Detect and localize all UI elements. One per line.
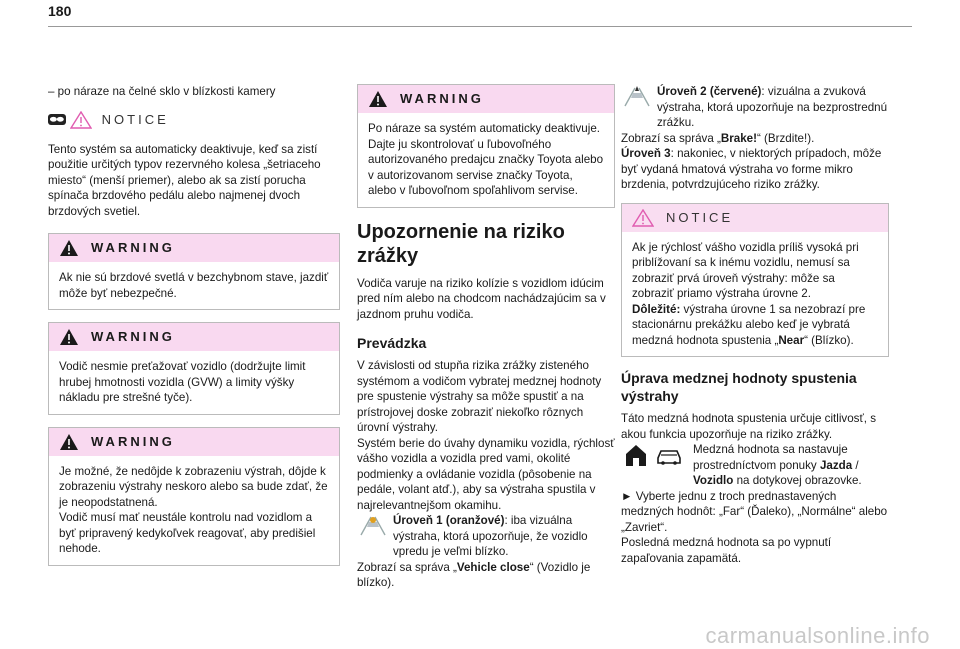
notice-text: Ak je rýchlosť vášho vozidla príliš vysoká pri priblížovaní sa k inému vozidlu, nemusí sa zobraziť prvá úroveň výstrahy: môže sa zobraziť priamo výstraha úrovne 2. [632, 240, 859, 300]
warning-title: WARNING [91, 329, 175, 345]
menu-jazda: Jazda [819, 458, 853, 472]
threshold-bullet: ► Vyberte jednu z troch prednastavených medzných hodnôt: „Far“ (Ďaleko), „Normálne“ alebo „Zavriet“. [621, 489, 888, 534]
level2-text [657, 84, 889, 131]
notice-important [632, 302, 878, 349]
menu-vozidlo: Vozidlo [693, 474, 734, 487]
warning-text: Ak nie sú brzdové svetlá v bezchybnom stave, jazdiť môže byť nebezpečné. [59, 271, 329, 300]
level3-label: Úroveň 3 [621, 147, 671, 160]
threshold-paragraph-1: Táto medzná hodnota spustenia určuje citlivosť, s akou funkcia upozorňuje na riziko zrážky. [621, 412, 877, 441]
subheading-operation: Prevádzka [357, 335, 427, 351]
notice-header-1 [48, 106, 340, 134]
warning-triangle-icon [59, 433, 79, 451]
section-intro: Vodiča varuje na riziko kolízie s vozidlom idúcim pred ním alebo na chodcom nachádzajúcim sa v jazdnom pruhu vodiča. [357, 276, 606, 321]
warning-box-3 [48, 427, 340, 566]
notice-title: NOTICE [101, 111, 169, 127]
level2-message-suffix: “ (Brzdite!). [756, 131, 815, 145]
column-3 [621, 84, 889, 566]
level1-row [357, 513, 615, 560]
menu-icons [621, 442, 693, 473]
important-bold: Near [778, 333, 805, 347]
column-1 [48, 84, 340, 578]
level2-description: : vizuálna a zvuková výstraha, ktorá upozorňuje na bezprostrednú zrážku. [657, 85, 888, 129]
warning-triangle-icon [59, 328, 79, 346]
level1-label: Úroveň 1 (oranžové) [393, 514, 505, 527]
subheading-threshold: Úprava medznej hodnoty spustenia výstrahy [621, 370, 857, 404]
level2-label: Úroveň 2 (červené) [657, 85, 762, 98]
warning-text: Vodič musí mať neustále kontrolu nad vozidlom a byť pripravený kedykoľvek reagovať, aby predišiel nehode. [59, 511, 316, 555]
warning-box-4 [357, 84, 615, 208]
header-divider [48, 26, 912, 27]
watermark: carmanualsonline.info [705, 622, 930, 648]
level1-message-suffix: “ (Vozidlo je blízko). [357, 560, 591, 589]
notice-box [621, 203, 889, 358]
para2-prefix: Medzná hodnota sa nastavuje prostredníctvom ponuky [693, 443, 848, 472]
warning-text: Vodič nesmie preťažovať vozidlo (dodržujte limit hrubej hmotnosti vozidla (GVW) a limity výšky nákladu pre strešné tyče). [59, 360, 306, 404]
para2-separator: / [852, 458, 859, 472]
warning-header [49, 323, 339, 351]
threshold-paragraph-3: Posledná medzná hodnota sa po vypnutí zapaľovania zapamätá. [621, 536, 832, 565]
level1-message [357, 560, 615, 591]
caution-triangle-icon [70, 111, 92, 129]
operation-paragraph-1: V závislosti od stupňa rizika zrážky zisteného systémom a vodičom vybratej medznej hodnoty pre spustenie výstrahy sa môže spustiť a na prístrojovej doske zobraziť niekoľko rôznych úrovní výstrahy. [357, 359, 602, 434]
important-label: Dôležité: [632, 302, 681, 316]
notice-text: Tento systém sa automaticky deaktivuje, keď sa zistí použitie určitých typov rezervného kolesa „šetriaceho miesto“ (menší priemer), alebo ak sa zistí porucha spínača brzdového pedálu alebo najmenej dvoch brzdových svetiel. [48, 142, 321, 218]
warning-header [49, 234, 339, 262]
caution-triangle-icon [632, 209, 654, 227]
toyota-safety-logo-icon: ⬬⬬ [50, 115, 64, 124]
warning-triangle-icon [368, 90, 388, 108]
important-text: výstraha úrovne 1 sa nezobrazí pre stacionárnu prekážku alebo keď je vybratá medzná hodnota spustenia „ [632, 302, 866, 347]
home-icon [621, 442, 651, 468]
page-number: 180 [48, 3, 72, 19]
warning-header [49, 428, 339, 456]
column-2 [357, 84, 615, 591]
warning-text: Po náraze sa systém automaticky deaktivuje. Dajte ju skontrolovať u ľubovoľného autorizovaného predajcu značky Toyota alebo v autorizovanom servise značky Toyota, alebo v ľubovoľnom spoľahlivom servise. [368, 122, 604, 197]
level2-message [621, 131, 889, 147]
para2-suffix: na dotykovej obrazovke. [733, 474, 862, 487]
warning-box-1 [48, 233, 340, 310]
car-icon [654, 442, 684, 468]
warning-title: WARNING [91, 240, 175, 256]
collision-warning-level2-icon [621, 84, 657, 108]
warning-box-2 [48, 322, 340, 415]
notice-header [622, 204, 888, 232]
warning-title: WARNING [91, 433, 175, 449]
level1-text [393, 513, 615, 560]
warning-triangle-icon [59, 239, 79, 257]
level2-message-prefix: Zobrazí sa správa „ [621, 131, 721, 145]
important-suffix: “ (Blízko). [804, 333, 854, 347]
level3-text [621, 146, 889, 193]
level2-row [621, 84, 889, 131]
intro-line: – po náraze na čelné sklo v blízkosti kamery [48, 85, 276, 98]
warning-text: Je možné, že nedôjde k zobrazeniu výstrah, dôjde k zobrazeniu výstrahy neskoro alebo sa bude zdať, že je neopodstatnená. [59, 464, 328, 509]
collision-warning-level1-icon [357, 513, 393, 537]
settings-row [621, 442, 889, 489]
warning-title: WARNING [400, 91, 484, 107]
threshold-paragraph-2 [693, 442, 889, 489]
level1-message-bold: Vehicle close [456, 560, 530, 574]
notice-title: NOTICE [666, 209, 734, 225]
level1-description: : iba vizuálna výstraha, ktorá upozorňuje, že vozidlo vpredu je veľmi blízko. [393, 514, 588, 558]
operation-paragraph-2: Systém berie do úvahy dynamiku vozidla, rýchlosť vášho vozidla a vozidla pred vami, okolité podmienky a ovládanie vozidla (pôsobenie na pedále, volant atď.), aby sa výstraha spustila v najrelevantnejšom okamihu. [357, 436, 615, 512]
level1-message-prefix: Zobrazí sa správa „ [357, 560, 457, 574]
level3-description: : nakoniec, v niektorých prípadoch, môže byť vydaná hmatová výstraha vo forme mikro brzdenia, potvrdzujúceho riziko zrážky. [621, 147, 882, 191]
warning-header [358, 85, 614, 113]
level2-message-bold: Brake! [720, 131, 757, 145]
section-title: Upozornenie na riziko zrážky [357, 220, 565, 267]
